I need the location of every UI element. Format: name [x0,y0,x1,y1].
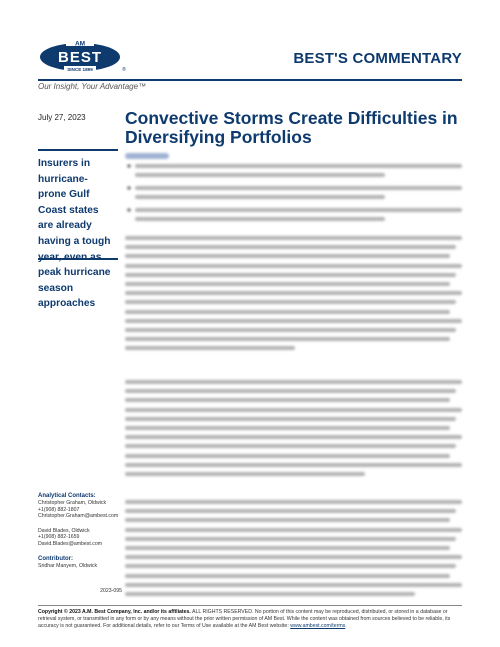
blurred-text-line [125,254,450,258]
footer-period: . [345,622,347,629]
blurred-text-line [125,236,462,240]
publication-date: July 27, 2023 [38,113,86,122]
blurred-text-line [125,319,462,323]
blurred-text-line [125,337,450,341]
blurred-text-line [125,264,462,268]
blurred-text-line [125,417,456,421]
pullquote: Insurers in hurricane-prone Gulf Coast states are already having a tough peak hurricane season approaches [38,158,111,310]
bullet-icon [127,164,131,168]
copyright-notice [38,609,464,629]
blurred-text-line [125,528,462,532]
blurred-text-line [125,472,365,476]
blurred-text-line [125,574,450,578]
rights-statement: ALL RIGHTS RESERVED. No portion of this content may be reproduced, distributed, or stored in a database or retrieval system, or transmitted in any form or by any means without the prior written permission of AM Best. While the content was obtained from sources believed to be reliable, its accuracy is not guaranteed. For additional details, refer to our Terms of Use available at the AM Best website: [38,609,451,629]
contact-phone: +1(908) 882-1807 [38,506,80,513]
blurred-text-line [125,500,462,504]
blurred-text-line [125,592,415,596]
blurred-text-line [125,245,456,249]
blurred-text-line [135,195,385,199]
publication-title-bold: BEST'S [293,50,349,67]
key-takeaways-heading-blurred [125,153,169,159]
contact-name: Christopher Graham, Oldwick [38,500,107,506]
blurred-text-line [125,282,450,286]
publication-title-rest: COMMENTARY [348,50,462,67]
blurred-text-line [125,444,456,448]
terms-link[interactable]: www.ambest.com/terms [290,622,346,629]
blurred-text-line [125,564,456,568]
blurred-text-line [125,310,450,314]
blurred-text-line [125,537,456,541]
blurred-text-line [135,208,462,212]
contact-email-link[interactable]: Christopher.Graham@ambest.com [38,513,119,520]
blurred-text-line [135,164,462,168]
tagline: Our Insight, Your Advantage™ [38,82,147,91]
bullet-icon [127,186,131,190]
blurred-text-line [135,173,385,177]
footer-divider [38,605,462,606]
logo-since-text: SINCE 1899 [67,67,93,72]
contributor-heading: Contributor: [38,555,73,562]
blurred-text-line [125,389,456,393]
blurred-text-line [125,435,462,439]
contact-name: David Blades, Oldwick [38,527,90,534]
bullet-icon [127,208,131,212]
contact-phone: +1(908) 882-1659 [38,534,80,541]
logo-am-text: AM [74,40,86,48]
blurred-text-line [135,217,385,221]
blurred-text-line [125,509,456,513]
pullquote-bottom-rule [38,258,118,260]
blurred-text-line [135,186,462,190]
blurred-text-line [125,546,450,550]
copyright-statement: Copyright © 2023 A.M. Best Company, Inc. and/or its affiliates. [38,609,191,615]
header-divider [38,79,462,81]
publication-title [293,50,462,67]
blurred-text-line [125,291,462,295]
blurred-text-line [125,454,450,458]
pullquote-top-rule [38,149,118,151]
logo-best-text: BEST [57,49,103,66]
blurred-text-line [125,518,450,522]
blurred-text-line [125,398,450,402]
blurred-text-line [125,408,462,412]
analytical-contacts-heading: Analytical Contacts: [38,493,96,499]
blurred-text-line [125,300,456,304]
blurred-text-line [125,426,450,430]
blurred-text-line [125,328,456,332]
blurred-text-line [125,555,462,559]
blurred-text-line [125,273,456,277]
document-number: 2023-095 [100,588,122,594]
blurred-text-line [125,583,462,587]
blurred-text-line [125,463,462,467]
contact-email-link[interactable]: David.Blades@ambest.com [38,540,103,547]
contributor-name: Sridhar Manyem, Oldwick [38,562,98,569]
blurred-text-line [125,346,295,350]
article-title: Convective Storms Create Difficulties in Diversifying Portfolios [125,108,458,147]
contacts-block [38,493,122,569]
logo-registered-mark: ® [122,67,126,73]
am-best-logo[interactable] [38,38,130,74]
blurred-text-line [125,380,462,384]
